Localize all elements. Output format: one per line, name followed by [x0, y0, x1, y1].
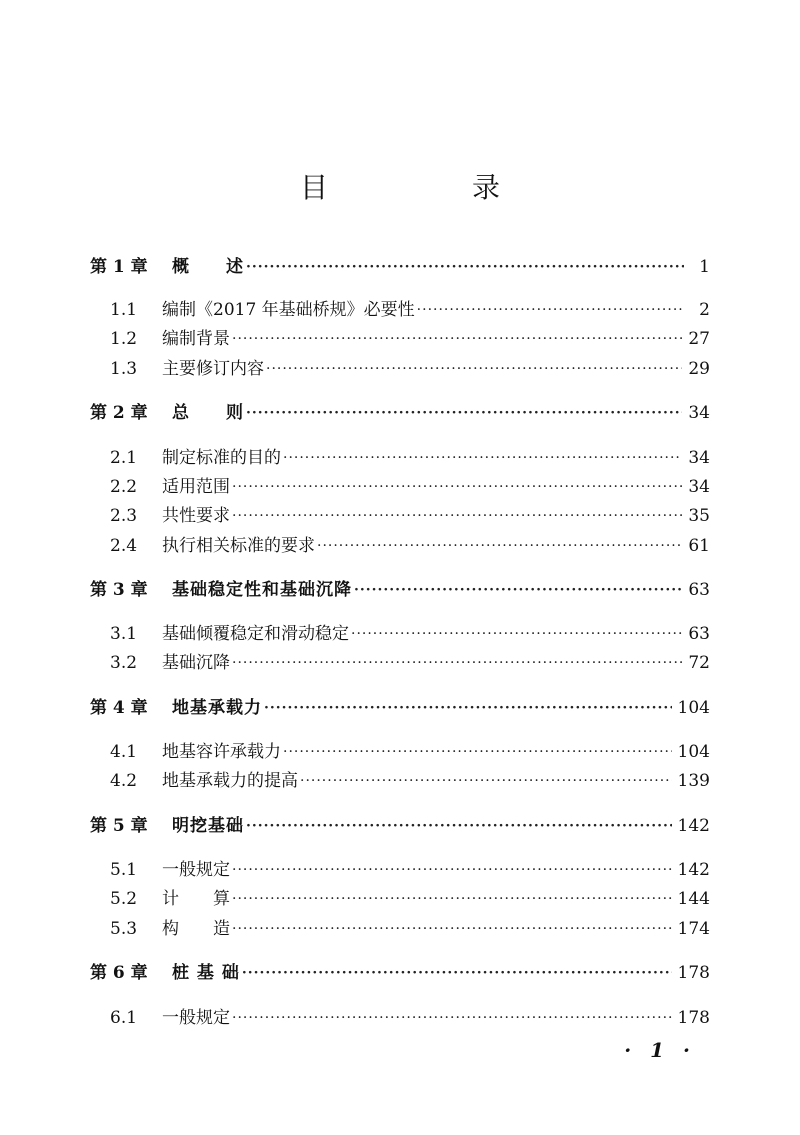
toc-page-number: 29: [688, 359, 710, 379]
toc-chapter-3[interactable]: [90, 577, 710, 603]
toc-chapter-4[interactable]: [90, 695, 710, 721]
leader-dots: [232, 474, 682, 500]
leader-dots: [351, 621, 682, 647]
toc-number: 第 2 章: [90, 403, 148, 423]
toc-number: 2.3: [110, 506, 138, 526]
toc-number: 第 6 章: [90, 963, 148, 983]
toc-number: 4.2: [110, 771, 138, 791]
toc-title: 基础稳定性和基础沉降: [172, 580, 352, 600]
page-folio: · 1 ·: [624, 1038, 696, 1062]
leader-dots: [354, 577, 682, 603]
toc-title: 执行相关标准的要求: [162, 536, 315, 556]
toc-page-number: 139: [677, 771, 710, 791]
toc-section-1-2[interactable]: [110, 326, 710, 352]
toc-page-number: 2: [699, 300, 710, 320]
toc-number: 2.2: [110, 477, 138, 497]
toc-page-number: 142: [677, 816, 710, 836]
leader-dots: [283, 739, 672, 765]
toc-section-4-2[interactable]: [110, 768, 710, 794]
toc-title: 概 述: [172, 257, 244, 277]
toc-number: 5.3: [110, 919, 138, 939]
leader-dots: [417, 297, 684, 323]
toc-section-5-3[interactable]: [110, 916, 710, 942]
toc-section-2-2[interactable]: [110, 474, 710, 500]
toc-title: 计 算: [162, 889, 230, 909]
toc-page-number: 178: [677, 1008, 710, 1028]
leader-dots: [246, 254, 684, 280]
toc-title: 基础倾覆稳定和滑动稳定: [162, 624, 349, 644]
toc-number: 3.1: [110, 624, 138, 644]
leader-dots: [232, 1005, 672, 1031]
toc-title: 总 则: [172, 403, 244, 423]
toc-section-2-3[interactable]: [110, 503, 710, 529]
toc-number: 第 1 章: [90, 257, 148, 277]
toc-section-3-2[interactable]: [110, 650, 710, 676]
toc-chapter-1[interactable]: [90, 254, 710, 280]
toc-number: 2.1: [110, 448, 138, 468]
toc-page-number: 34: [688, 448, 710, 468]
leader-dots: [232, 916, 672, 942]
toc-page-number: 63: [688, 624, 710, 644]
toc-chapter-5[interactable]: [90, 813, 710, 839]
toc-title: 共性要求: [162, 506, 230, 526]
toc-title: 一般规定: [162, 1008, 230, 1028]
toc-chapter-6[interactable]: [90, 960, 710, 986]
leader-dots: [300, 768, 672, 794]
toc-page-number: 178: [677, 963, 710, 983]
toc-page-number: 104: [677, 742, 710, 762]
toc-page-number: 35: [688, 506, 710, 526]
toc-number: 第 3 章: [90, 580, 148, 600]
toc-title: 地基承载力的提高: [162, 771, 298, 791]
toc-number: 1.3: [110, 359, 138, 379]
toc-chapter-2[interactable]: [90, 400, 710, 426]
toc-number: 2.4: [110, 536, 138, 556]
toc-number: 1.2: [110, 329, 138, 349]
toc-number: 5.2: [110, 889, 138, 909]
toc-section-5-1[interactable]: [110, 857, 710, 883]
leader-dots: [246, 400, 682, 426]
leader-dots: [232, 650, 682, 676]
toc-section-1-1[interactable]: [110, 297, 710, 323]
toc-title: 构 造: [162, 919, 230, 939]
toc-number: 第 4 章: [90, 698, 148, 718]
toc-number: 1.1: [110, 300, 138, 320]
toc-title: 一般规定: [162, 860, 230, 880]
leader-dots: [266, 356, 682, 382]
toc-title: 编制背景: [162, 329, 230, 349]
toc-page-number: 63: [688, 580, 710, 600]
leader-dots: [246, 813, 672, 839]
leader-dots: [232, 326, 682, 352]
leader-dots: [242, 960, 672, 986]
leader-dots: [232, 857, 672, 883]
toc-section-5-2[interactable]: [110, 886, 710, 912]
leader-dots: [232, 503, 682, 529]
toc-number: 5.1: [110, 860, 138, 880]
toc-title: 基础沉降: [162, 653, 230, 673]
toc-title: 编制《2017 年基础桥规》必要性: [162, 300, 415, 320]
leader-dots: [317, 533, 682, 559]
toc-page-number: 61: [688, 536, 710, 556]
toc-page-number: 104: [677, 698, 710, 718]
toc-section-1-3[interactable]: [110, 356, 710, 382]
toc-title: 地基容许承载力: [162, 742, 281, 762]
toc-page-number: 34: [688, 403, 710, 423]
toc-section-6-1[interactable]: [110, 1005, 710, 1031]
leader-dots: [264, 695, 672, 721]
toc-number: 6.1: [110, 1008, 138, 1028]
toc-title: 桩 基 础: [172, 963, 240, 983]
toc-page-number: 142: [677, 860, 710, 880]
page-title: 目 录: [299, 171, 558, 204]
toc-title: 适用范围: [162, 477, 230, 497]
toc-page-number: 72: [688, 653, 710, 673]
leader-dots: [283, 445, 682, 471]
toc-title: 主要修订内容: [162, 359, 264, 379]
toc-page-number: 174: [677, 919, 710, 939]
toc-number: 4.1: [110, 742, 138, 762]
toc-page-number: 144: [677, 889, 710, 909]
toc-number: 3.2: [110, 653, 138, 673]
toc-title: 明挖基础: [172, 816, 244, 836]
toc-page-number: 1: [699, 257, 710, 277]
toc-page-number: 34: [688, 477, 710, 497]
toc-title: 制定标准的目的: [162, 448, 281, 468]
toc-title: 地基承载力: [172, 698, 262, 718]
toc-section-2-4[interactable]: [110, 533, 710, 559]
leader-dots: [232, 886, 672, 912]
toc-section-2-1[interactable]: [110, 445, 710, 471]
toc-section-4-1[interactable]: [110, 739, 710, 765]
toc-section-3-1[interactable]: [110, 621, 710, 647]
toc-number: 第 5 章: [90, 816, 148, 836]
toc-page-number: 27: [688, 329, 710, 349]
